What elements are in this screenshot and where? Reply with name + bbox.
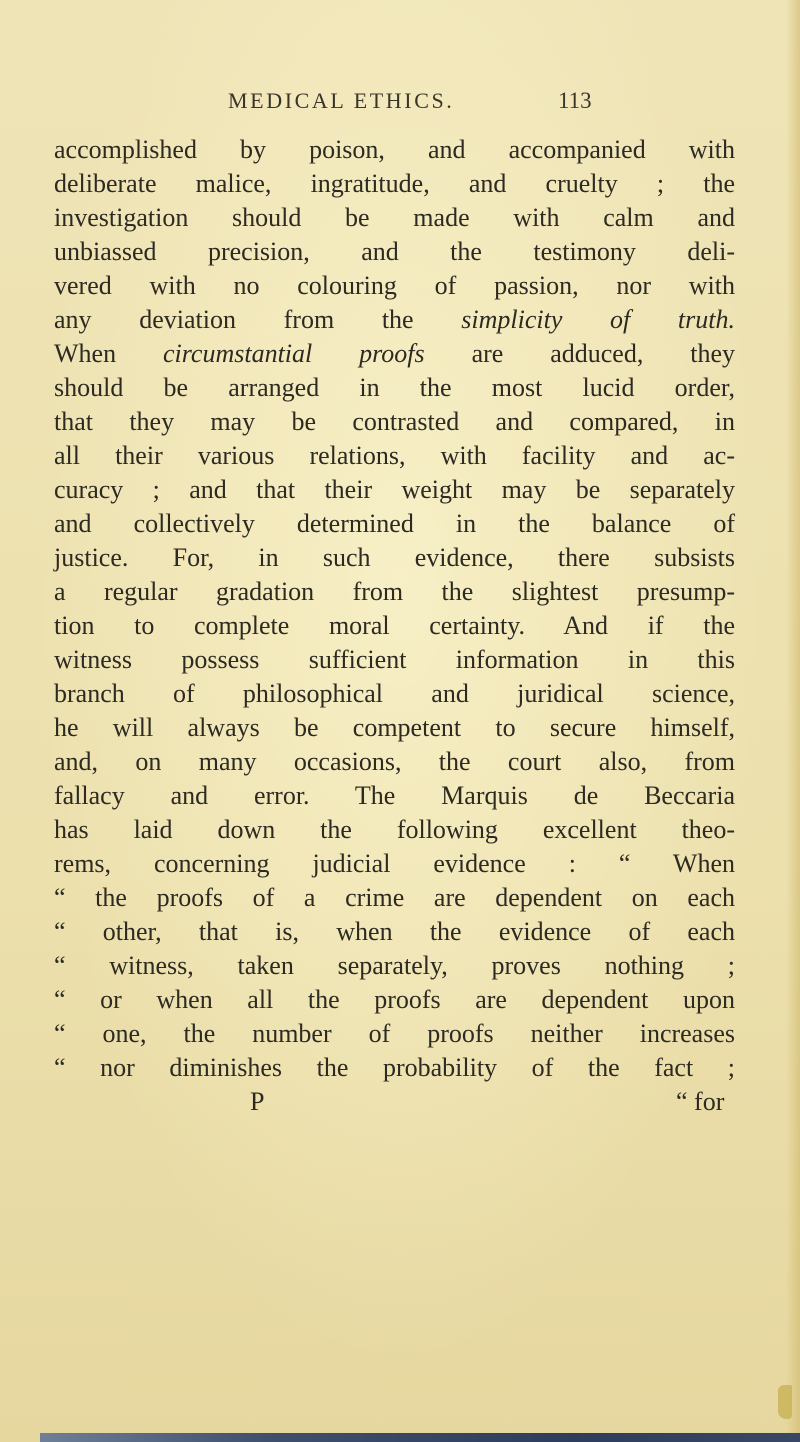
- signature-mark: P: [250, 1087, 265, 1116]
- text-line: unbiassed precision, and the testimony deli-: [54, 237, 735, 266]
- text-line: vered with no colouring of passion, nor with: [54, 271, 735, 300]
- italic-phrase: simplicity of truth.: [461, 305, 735, 334]
- running-head: [0, 88, 800, 118]
- text-line: “ nor diminishes the probability of the fact ;: [54, 1053, 735, 1082]
- text-line: accomplished by poison, and accompanied with: [54, 135, 735, 164]
- text-line: “ the proofs of a crime are dependent on each: [54, 883, 735, 912]
- page-edge-shadow: [786, 0, 800, 1442]
- text-line: he will always be competent to secure himself,: [54, 713, 735, 742]
- text-line: “ witness, taken separately, proves nothing ;: [54, 951, 735, 980]
- text-line: investigation should be made with calm and: [54, 203, 735, 232]
- text-line: and collectively determined in the balance of: [54, 509, 735, 538]
- text-line: witness possess sufficient information in this: [54, 645, 735, 674]
- text-segment: are adduced, they: [424, 339, 735, 368]
- text-line: [54, 336, 735, 372]
- text-line: curacy ; and that their weight may be separately: [54, 475, 735, 504]
- text-line: all their various relations, with facility and ac-: [54, 441, 735, 470]
- text-line: has laid down the following excellent theo-: [54, 815, 735, 844]
- text-line: that they may be contrasted and compared, in: [54, 407, 735, 436]
- text-line: and, on many occasions, the court also, from: [54, 747, 735, 776]
- text-line: [54, 302, 735, 338]
- page-stain: [778, 1385, 792, 1419]
- text-segment: When: [54, 339, 163, 368]
- running-title: MEDICAL ETHICS.: [228, 88, 455, 113]
- text-line: branch of philosophical and juridical science,: [54, 679, 735, 708]
- catchword: “ for: [676, 1087, 725, 1116]
- text-line: “ other, that is, when the evidence of each: [54, 917, 735, 946]
- text-line: deliberate malice, ingratitude, and cruelty ; the: [54, 169, 735, 198]
- text-line: a regular gradation from the slightest presump-: [54, 577, 735, 606]
- text-line: “ one, the number of proofs neither increases: [54, 1019, 735, 1048]
- text-line: fallacy and error. The Marquis de Beccaria: [54, 781, 735, 810]
- binding-strip: [40, 1433, 800, 1442]
- text-line: should be arranged in the most lucid order,: [54, 373, 735, 402]
- text-line: justice. For, in such evidence, there subsists: [54, 543, 735, 572]
- text-line: rems, concerning judicial evidence : “ When: [54, 849, 735, 878]
- text-line: tion to complete moral certainty. And if the: [54, 611, 735, 640]
- text-segment: any deviation from the: [54, 305, 462, 334]
- text-line: “ or when all the proofs are dependent upon: [54, 985, 735, 1014]
- italic-phrase: circumstantial proofs: [163, 339, 425, 368]
- page-number: 113: [558, 88, 592, 113]
